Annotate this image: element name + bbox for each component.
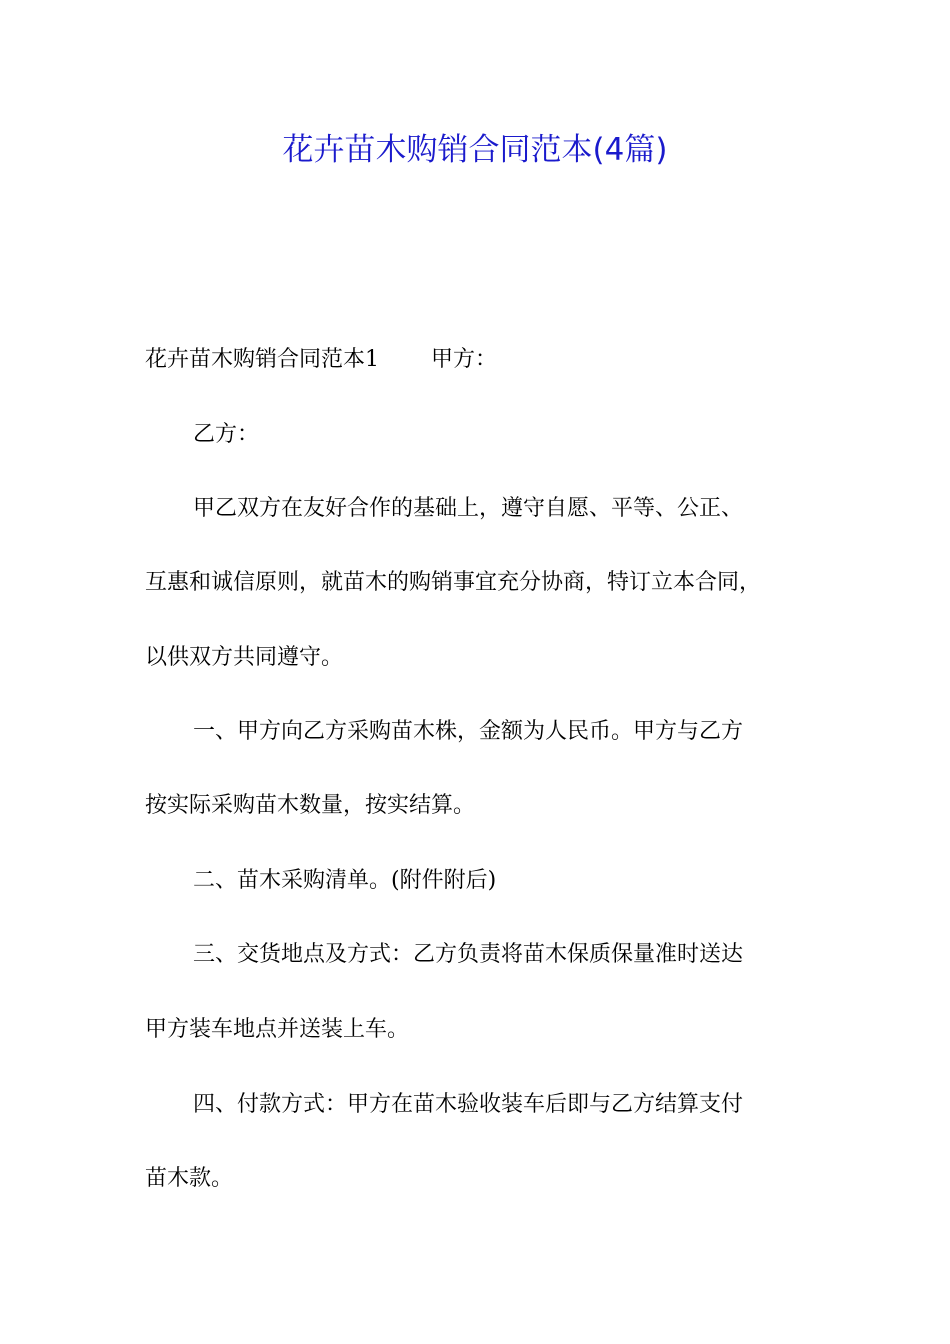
paragraph-line: 甲乙双方在友好合作的基础上，遵守自愿、平等、公正、 (193, 496, 744, 521)
party-a-label: 甲方： (431, 347, 498, 372)
section-title: 花卉苗木购销合同范本1 (145, 347, 379, 372)
paragraph-line: 以供双方共同遵守。 (145, 645, 344, 670)
paragraph-line: 按实际采购苗木数量，按实结算。 (145, 793, 476, 818)
heading-line (145, 345, 497, 375)
paragraph-line: 三、交货地点及方式：乙方负责将苗木保质保量准时送达 (193, 942, 744, 967)
paragraph-line: 甲方装车地点并送装上车。 (145, 1017, 410, 1042)
party-b-label: 乙方： (193, 422, 260, 447)
paragraph-line: 四、付款方式：甲方在苗木验收装车后即与乙方结算支付 (193, 1092, 744, 1117)
paragraph-line: 互惠和诚信原则，就苗木的购销事宜充分协商，特订立本合同， (145, 570, 762, 595)
paragraph-line: 苗木款。 (145, 1166, 234, 1191)
paragraph-line: 一、甲方向乙方采购苗木株，金额为人民币。甲方与乙方 (193, 719, 744, 744)
paragraph-line: 二、苗木采购清单。(附件附后) (193, 868, 497, 893)
document-title: 花卉苗木购销合同范本(4篇) (282, 132, 668, 168)
